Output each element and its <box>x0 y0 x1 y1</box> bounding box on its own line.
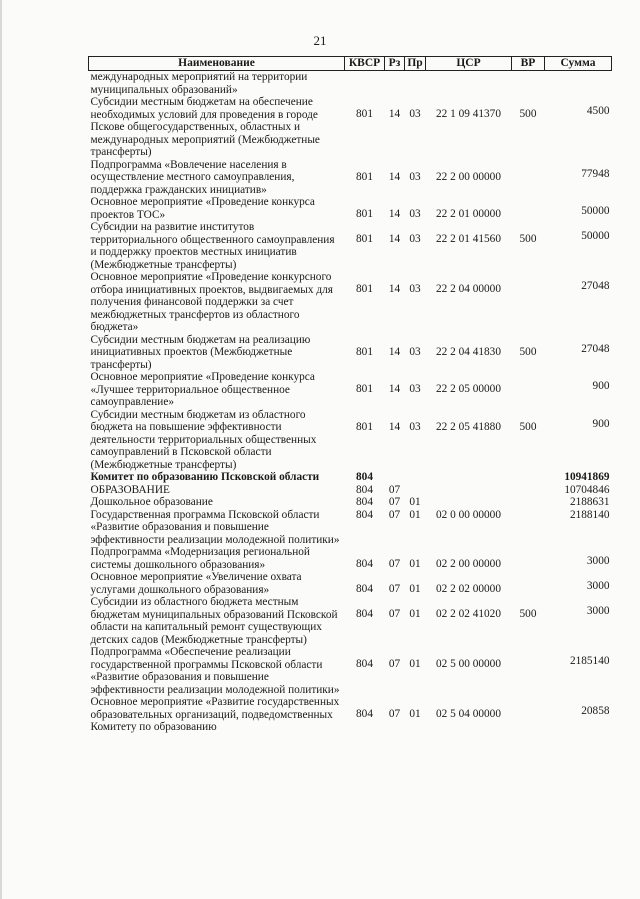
cell-csr: 02 2 02 00000 <box>436 583 501 595</box>
cell-csr <box>426 71 512 97</box>
cell-vr: 500 <box>519 108 537 120</box>
cell-csr: 02 5 04 00000 <box>436 708 501 720</box>
cell-rz: 07 <box>388 608 401 620</box>
cell-name: Государственная программа Псковской области «Развитие образования и повышение эффективности реализации молодежной политики» <box>90 508 340 546</box>
cell-sum <box>545 71 612 97</box>
header-name: Наименование <box>89 57 345 71</box>
cell-vr <box>512 509 545 547</box>
cell-name: Основное мероприятие «Развитие государственных образовательных организаций, подведомственных Комитету по образованию <box>90 696 340 733</box>
cell-rz: 07 <box>388 483 401 496</box>
cell-kvsr: 804 <box>356 708 373 720</box>
cell-pr: 01 <box>409 496 421 508</box>
page-number: 21 <box>313 33 327 48</box>
cell-csr: 22 2 04 41830 <box>436 345 501 358</box>
cell-name: Субсидии из областного бюджета местным бюджетам муниципальных образований Псковской области на капитальный ремонт существующих детских садов (Межбюджетные трансферты) <box>90 596 338 646</box>
cell-vr: 500 <box>519 420 537 433</box>
cell-rz: 07 <box>388 508 401 521</box>
cell-rz: 14 <box>388 233 401 245</box>
cell-pr: 03 <box>409 345 421 358</box>
cell-pr: 01 <box>409 708 421 720</box>
cell-csr: 22 2 04 00000 <box>436 283 501 295</box>
cell-vr <box>512 496 545 509</box>
cell-pr: 01 <box>409 558 421 570</box>
cell-name: Субсидии местным бюджетам на обеспечение необходимых условий для проведения в городе Пскове общегосударственных, областных и международных мероприятий (Межбюджетные трансферты) <box>90 96 320 158</box>
cell-vr <box>512 159 545 197</box>
table-row <box>89 571 612 596</box>
cell-kvsr <box>345 71 385 97</box>
cell-vr <box>512 371 545 409</box>
cell-vr: 500 <box>519 233 537 245</box>
cell-csr: 02 2 02 41020 <box>436 608 501 620</box>
cell-csr: 22 2 05 00000 <box>436 383 501 395</box>
cell-kvsr: 804 <box>356 508 373 521</box>
cell-vr <box>512 484 545 497</box>
cell-pr: 03 <box>409 108 421 120</box>
cell-name: Основное мероприятие «Увеличение охвата услугами дошкольного образования» <box>90 571 302 596</box>
cell-name: Основное мероприятие «Проведение конкурсного отбора инициативных проектов, выдвигаемых для получения финансовой поддержки за счет межбюджетных трансфертов из областного бюджета» <box>90 271 333 333</box>
cell-vr: 500 <box>519 608 537 620</box>
cell-sum: 77948 <box>581 167 610 180</box>
cell-kvsr: 804 <box>356 658 373 670</box>
table-row <box>89 371 612 409</box>
cell-vr: 500 <box>519 345 537 358</box>
header-sum: Сумма <box>545 57 612 71</box>
cell-rz: 14 <box>388 283 401 295</box>
cell-pr: 03 <box>409 208 421 220</box>
cell-name: Подпрограмма «Модернизация региональной системы дошкольного образования» <box>90 546 310 571</box>
cell-csr: 02 5 00 00000 <box>436 658 501 670</box>
cell-name: Подпрограмма «Обеспечение реализации государственной программы Псковской области «Развитие образования и повышение эффективности реализации молодежной политики» <box>90 646 340 696</box>
cell-pr <box>405 484 426 497</box>
cell-name: Субсидии местным бюджетам из областного бюджета на повышение эффективности деятельности территориальных общественных самоуправлений в Псковской области (Межбюджетные трансферты) <box>90 408 317 471</box>
cell-name: Дошкольное образование <box>90 496 213 508</box>
table-row <box>89 471 612 484</box>
table-row <box>89 496 612 509</box>
cell-vr <box>512 471 545 484</box>
cell-rz: 07 <box>388 496 401 508</box>
cell-name: Субсидии местным бюджетам на реализацию инициативных проектов (Межбюджетные трансферты) <box>90 333 311 371</box>
table-body <box>89 71 612 734</box>
cell-pr: 01 <box>409 608 421 620</box>
cell-name: Комитет по образованию Псковской области <box>90 471 320 483</box>
cell-sum: 2188631 <box>569 496 610 508</box>
cell-rz: 14 <box>388 383 401 395</box>
cell-rz <box>385 471 405 484</box>
cell-pr: 03 <box>409 233 421 245</box>
header-csr: ЦСР <box>426 57 512 71</box>
header-rz: Рз <box>385 57 405 71</box>
cell-rz: 14 <box>388 208 401 220</box>
cell-rz: 07 <box>388 583 401 595</box>
cell-rz: 07 <box>388 658 401 670</box>
cell-name: Подпрограмма «Вовлечение населения в осуществление местного самоуправления, поддержка гражданских инициатив» <box>90 158 295 196</box>
table-row <box>89 96 612 159</box>
cell-csr <box>426 471 512 484</box>
header-pr: Пр <box>405 57 426 71</box>
budget-table <box>88 56 612 734</box>
cell-kvsr: 801 <box>356 170 373 183</box>
table-row <box>89 546 612 571</box>
table-row <box>89 484 612 497</box>
cell-kvsr: 801 <box>356 345 373 358</box>
cell-vr <box>512 271 545 334</box>
cell-pr <box>405 71 426 97</box>
cell-sum: 900 <box>592 380 610 392</box>
cell-sum: 10941869 <box>564 471 610 483</box>
table-row <box>89 71 612 97</box>
cell-kvsr: 804 <box>356 608 373 620</box>
cell-vr <box>512 546 545 571</box>
cell-name: Основное мероприятие «Проведение конкурса «Лучшее территориальное общественное самоуправление» <box>90 371 315 408</box>
cell-sum: 2185140 <box>569 655 610 667</box>
cell-pr: 01 <box>409 658 421 670</box>
cell-sum: 27048 <box>581 280 610 292</box>
cell-kvsr: 801 <box>356 233 373 245</box>
cell-sum: 10704846 <box>564 483 610 496</box>
cell-pr: 03 <box>409 283 421 295</box>
table-row <box>89 646 612 696</box>
cell-csr: 22 1 09 41370 <box>436 108 501 120</box>
cell-name: Основное мероприятие «Проведение конкурса проектов ТОС» <box>90 196 315 221</box>
cell-sum: 50000 <box>581 230 610 242</box>
cell-rz: 07 <box>388 708 401 720</box>
cell-kvsr: 801 <box>356 108 373 120</box>
cell-rz <box>385 71 405 97</box>
table-row <box>89 409 612 472</box>
cell-vr <box>512 696 545 734</box>
cell-rz: 14 <box>388 345 401 358</box>
header-kvsr: КВСР <box>345 57 385 71</box>
cell-vr <box>512 196 545 221</box>
cell-vr <box>512 571 545 596</box>
cell-rz: 07 <box>388 558 401 570</box>
cell-kvsr: 804 <box>356 558 373 570</box>
cell-pr <box>405 471 426 484</box>
cell-pr: 03 <box>409 383 421 395</box>
cell-csr: 22 2 00 00000 <box>436 170 501 183</box>
cell-sum: 2188140 <box>569 508 610 521</box>
cell-rz: 14 <box>388 108 401 120</box>
cell-sum: 3000 <box>586 605 610 617</box>
cell-csr: 22 2 01 00000 <box>436 208 501 220</box>
table-row <box>89 271 612 334</box>
cell-pr: 01 <box>409 583 421 595</box>
cell-kvsr: 801 <box>356 283 373 295</box>
cell-kvsr: 804 <box>356 471 373 483</box>
cell-vr <box>512 646 545 696</box>
cell-sum: 20858 <box>581 705 610 717</box>
cell-sum: 50000 <box>581 205 610 217</box>
cell-name: международных мероприятий на территории муниципальных образований» <box>90 71 308 96</box>
cell-kvsr: 804 <box>356 583 373 595</box>
cell-vr <box>512 71 545 97</box>
cell-rz: 14 <box>388 170 401 183</box>
cell-sum: 4500 <box>586 105 610 117</box>
header-vr: ВР <box>512 57 545 71</box>
cell-rz: 14 <box>388 420 401 433</box>
table-row <box>89 221 612 271</box>
cell-csr: 22 2 01 41560 <box>436 233 501 245</box>
table-row <box>89 696 612 734</box>
cell-csr <box>426 496 512 509</box>
table-row <box>89 509 612 547</box>
cell-csr: 02 0 00 00000 <box>436 508 501 521</box>
table-row <box>89 196 612 221</box>
cell-name: Субсидии на развитие институтов территориального общественного самоуправления и поддержку проектов местных инициатив (Межбюджетные трансферты) <box>90 221 335 271</box>
table-row <box>89 159 612 197</box>
cell-pr: 03 <box>409 170 421 183</box>
cell-pr: 01 <box>409 508 421 521</box>
cell-kvsr: 801 <box>356 383 373 395</box>
cell-sum: 27048 <box>581 342 610 355</box>
cell-kvsr: 804 <box>356 483 373 496</box>
cell-csr: 22 2 05 41880 <box>436 420 501 433</box>
cell-kvsr: 801 <box>356 208 373 220</box>
table-row <box>89 334 612 372</box>
cell-pr: 03 <box>409 420 421 433</box>
cell-kvsr: 804 <box>356 496 373 508</box>
cell-csr: 02 2 00 00000 <box>436 558 501 570</box>
table-row <box>89 596 612 646</box>
scan-edge <box>0 0 2 899</box>
cell-csr <box>426 484 512 497</box>
cell-sum: 900 <box>592 417 610 430</box>
cell-name: ОБРАЗОВАНИЕ <box>90 483 170 496</box>
cell-kvsr: 801 <box>356 420 373 433</box>
table-header <box>89 57 612 71</box>
cell-sum: 3000 <box>586 555 610 567</box>
cell-sum: 3000 <box>586 580 610 592</box>
